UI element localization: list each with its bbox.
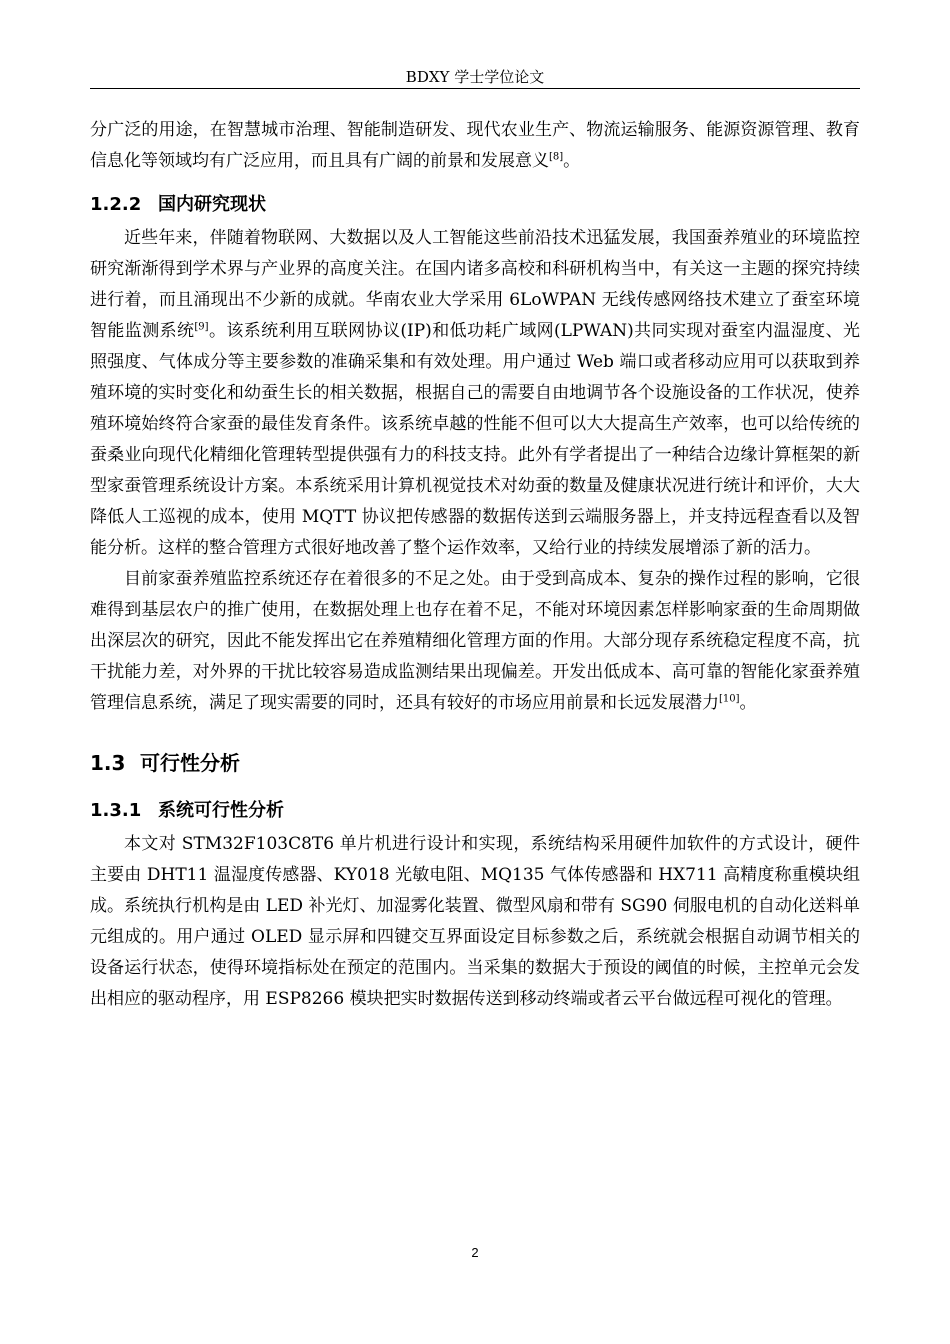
paragraph-text: 。该系统利用互联网协议(IP)和低功耗广域网(LPWAN)共同实现对蚕室内温湿度、光照强度、气体成分等主要参数的准确采集和有效处理。用户通过 Web 端口或者移动应用可以获取到养殖环境的实时变化和幼蚕生长的相关数据，根据自己的需要自由地调节各个设施设备的工作状况，使养殖环境始终符合家蚕的最佳发育条件。该系统卓越的性能不但可以大大提高生产效率，也可以给传统的蚕桑业向现代化精细化管理转型提供强有力的科技支持。此外有学者提出了一种结合边缘计算框架的新型家蚕管理系统设计方案。本系统采用计算机视觉技术对幼蚕的数量及健康状况进行统计和评价，大大降低人工巡视的成本，使用 MQTT 协议把传感器的数据传送到云端服务器上，并支持远程查看以及智能分析。这样的整合管理方式很好地改善了整个运作效率，又给行业的持续发展增添了新的活力。: [90, 321, 860, 558]
citation-ref: [9]: [194, 321, 209, 333]
paragraph-text: 近些年来，伴随着物联网、大数据以及人工智能这些前沿技术迅猛发展，我国蚕养殖业的环境监控研究渐渐得到学术界与产业界的高度关注。在国内诸多高校和科研机构当中，有关这一主题的探究持续进行着，而且涌现出不少新的成就。华南农业大学采用 6LoWPAN 无线传感网络技术建立了蚕室环境智能监测系统: [90, 228, 860, 341]
spacer: [90, 719, 860, 743]
section-heading-1-3: [90, 743, 860, 783]
paragraph-text: 分广泛的用途，在智慧城市治理、智能制造研发、现代农业生产、物流运输服务、能源资源管理、教育信息化等领域均有广泛应用，而且具有广阔的前景和发展意义: [90, 120, 860, 171]
citation-ref: [10]: [719, 693, 740, 705]
section-number: 1.3.1: [90, 800, 142, 821]
section-title: 国内研究现状: [158, 194, 266, 215]
paragraph-end: 。: [739, 693, 757, 713]
section-heading-1-3-1: [90, 793, 860, 829]
citation-ref: [8]: [549, 151, 564, 163]
page-number: 2: [471, 1245, 479, 1260]
section-heading-1-2-2: [90, 187, 860, 223]
section-title: 系统可行性分析: [158, 800, 284, 821]
paragraph-shortcomings: [90, 564, 860, 719]
spacer: [90, 783, 860, 793]
paragraph-continued: [90, 115, 860, 177]
running-header: BDXY 学士学位论文: [405, 68, 545, 86]
section-number: 1.3: [90, 751, 126, 775]
page-body: [90, 115, 860, 1015]
spacer: [90, 177, 860, 187]
paragraph-text: 目前家蚕养殖监控系统还存在着很多的不足之处。由于受到高成本、复杂的操作过程的影响，它很难得到基层农户的推广使用，在数据处理上也存在着不足，不能对环境因素怎样影响家蚕的生命周期做出深层次的研究，因此不能发挥出它在养殖精细化管理方面的作用。大部分现存系统稳定程度不高，抗干扰能力差，对外界的干扰比较容易造成监测结果出现偏差。开发出低成本、高可靠的智能化家蚕养殖管理信息系统，满足了现实需要的同时，还具有较好的市场应用前景和长远发展潜力: [90, 569, 860, 713]
section-title: 可行性分析: [140, 751, 240, 775]
paragraph-domestic-research: [90, 223, 860, 564]
paragraph-system-feasibility: 本文对 STM32F103C8T6 单片机进行设计和实现，系统结构采用硬件加软件的方式设计，硬件主要由 DHT11 温湿度传感器、KY018 光敏电阻、MQ135 气体传感器和 HX711 高精度称重模块组成。系统执行机构是由 LED 补光灯、加湿雾化装置、微型风扇和带有 SG90 伺服电机的自动化送料单元组成的。用户通过 OLED 显示屏和四键交互界面设定目标参数之后，系统就会根据自动调节相关的设备运行状态，使得环境指标处在预定的范围内。当采集的数据大于预设的阈值的时候，主控单元会发出相应的驱动程序，用 ESP8266 模块把实时数据传送到移动终端或者云平台做远程可视化的管理。: [90, 834, 860, 1009]
section-number: 1.2.2: [90, 194, 142, 215]
paragraph-end: 。: [563, 151, 581, 171]
header-rule: [90, 88, 860, 89]
